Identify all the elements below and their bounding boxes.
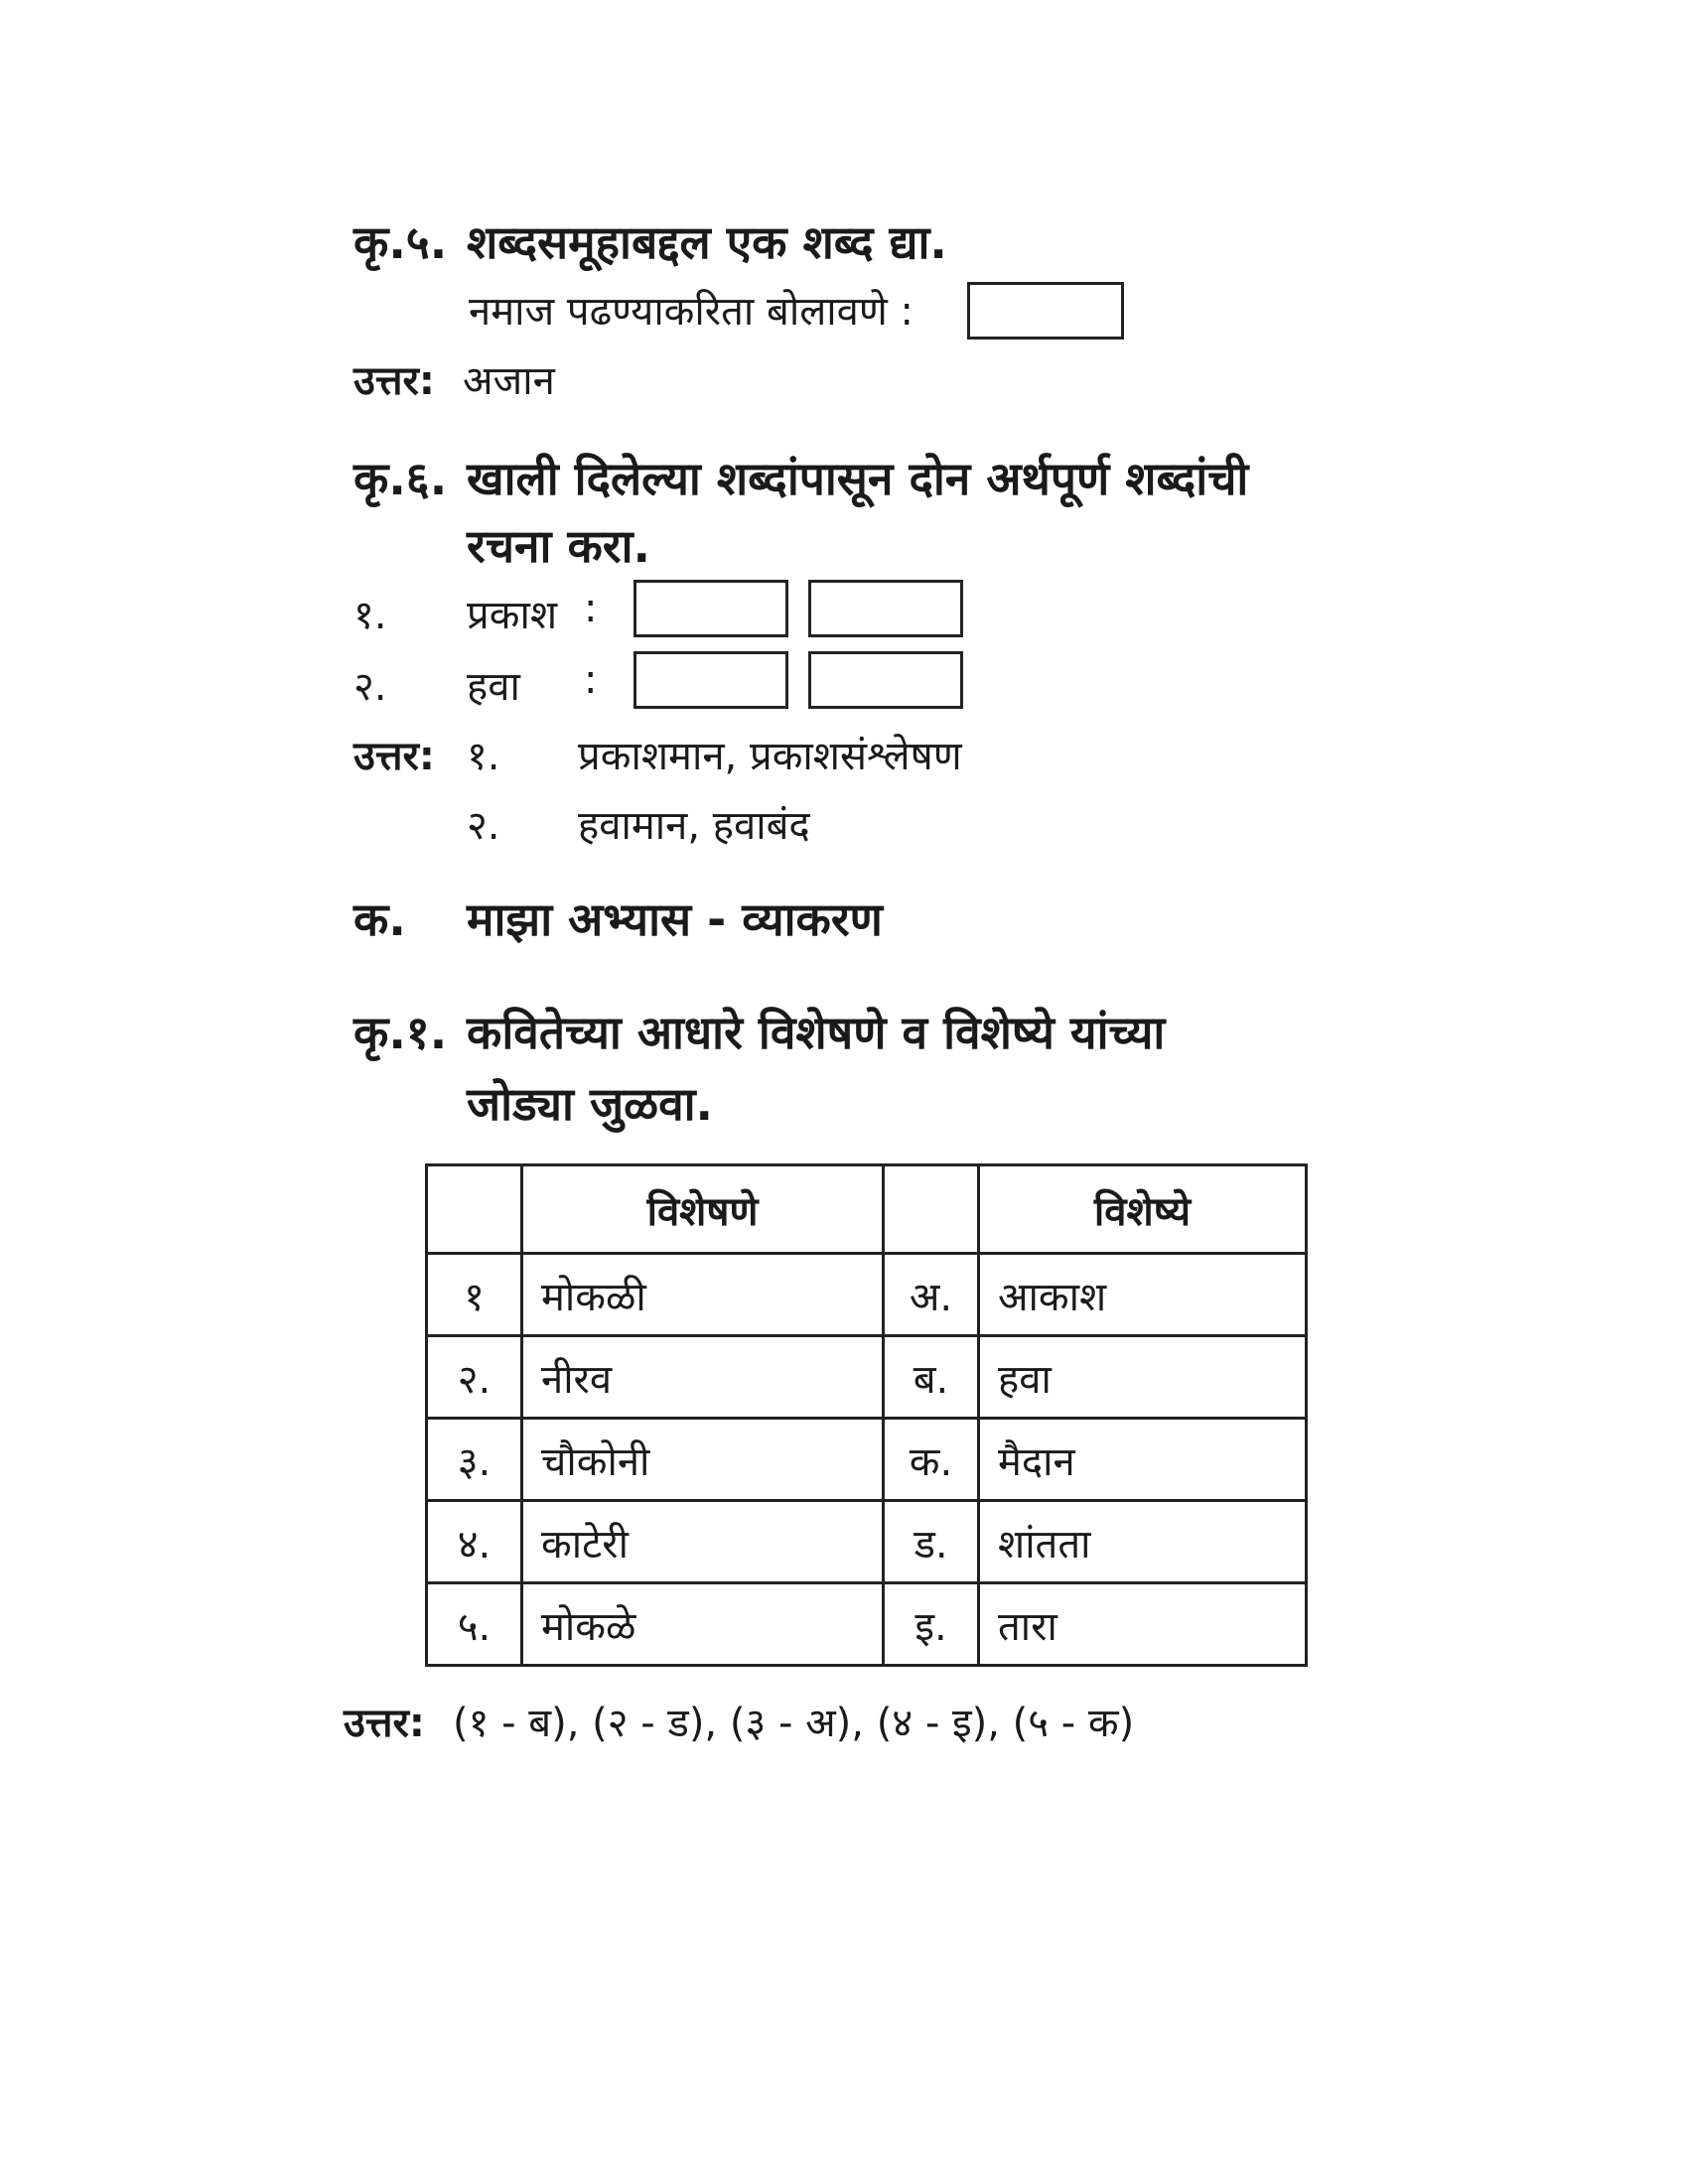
row-number: ५.: [427, 1583, 522, 1666]
noun-cell: आकाश: [979, 1254, 1307, 1336]
q6-answer-label: उत्तर:: [353, 734, 435, 779]
q6-item-2-box-2: [808, 651, 963, 709]
table-row: [427, 1419, 1307, 1501]
row-letter: अ.: [884, 1254, 979, 1336]
q6-title-line1: खाली दिलेल्या शब्दांपासून दोन अर्थपूर्ण शब्दांची: [467, 452, 1249, 505]
header-nouns: विशेष्ये: [979, 1165, 1307, 1254]
q1-answer-label: उत्तर:: [344, 1701, 425, 1746]
q1-number: कृ.१.: [353, 1006, 448, 1059]
table-row: [427, 1583, 1307, 1666]
q6-number: कृ.६.: [353, 452, 448, 505]
table-row: [427, 1336, 1307, 1419]
adjective-cell: चौकोनी: [522, 1419, 884, 1501]
table-row: [427, 1501, 1307, 1583]
adjective-cell: मोकळे: [522, 1583, 884, 1666]
row-letter: इ.: [884, 1583, 979, 1666]
q1-title-line1: कवितेच्या आधारे विशेषणे व विशेष्ये यांच्या: [467, 1006, 1166, 1059]
noun-cell: शांतता: [979, 1501, 1307, 1583]
q6-item-1-number: १.: [353, 593, 387, 638]
row-number: १: [427, 1254, 522, 1336]
row-number: ३.: [427, 1419, 522, 1501]
adjective-cell: काटेरी: [522, 1501, 884, 1583]
q6-item-1-word: प्रकाश: [467, 593, 558, 638]
header-adjectives: विशेषणे: [522, 1165, 884, 1254]
q6-answer-1-number: १.: [467, 734, 500, 779]
adjective-cell: मोकळी: [522, 1254, 884, 1336]
row-number: ४.: [427, 1501, 522, 1583]
q6-answer-1-text: प्रकाशमान, प्रकाशसंश्लेषण: [578, 734, 962, 779]
table-header-row: [427, 1165, 1307, 1254]
row-number: २.: [427, 1336, 522, 1419]
noun-cell: मैदान: [979, 1419, 1307, 1501]
q1-title-line2: जोड्या जुळवा.: [467, 1077, 714, 1131]
adjective-cell: नीरव: [522, 1336, 884, 1419]
q6-item-2-word: हवा: [467, 664, 520, 710]
q1-answer: (१ - ब), (२ - ड), (३ - अ), (४ - इ), (५ - क): [453, 1701, 1135, 1746]
q5-title: शब्दसमूहाबद्दल एक शब्द द्या.: [467, 215, 947, 269]
section-title: माझा अभ्यास - व्याकरण: [467, 892, 883, 946]
q6-title-line2: रचना करा.: [467, 519, 651, 573]
q6-item-1-box-2: [808, 580, 963, 637]
q6-answer-2-text: हवामान, हवाबंद: [578, 803, 810, 849]
q5-number: कृ.५.: [353, 215, 448, 269]
table-row: [427, 1254, 1307, 1336]
q6-item-2-box-1: [633, 651, 788, 709]
row-letter: क.: [884, 1419, 979, 1501]
q6-item-2-colon: :: [584, 657, 598, 703]
row-letter: ड.: [884, 1501, 979, 1583]
q5-prompt: नमाज पढण्याकरिता बोलावणे :: [469, 289, 914, 335]
header-letter-col: [884, 1165, 979, 1254]
q5-answer-box: [967, 282, 1124, 340]
q6-item-1-colon: :: [584, 586, 598, 631]
q5-answer-label: उत्तर:: [353, 358, 435, 404]
q6-item-2-number: २.: [353, 664, 387, 710]
noun-cell: हवा: [979, 1336, 1307, 1419]
matching-table: [425, 1163, 1308, 1667]
q5-answer: अजान: [463, 358, 555, 404]
row-letter: ब.: [884, 1336, 979, 1419]
noun-cell: तारा: [979, 1583, 1307, 1666]
header-number-col: [427, 1165, 522, 1254]
q6-answer-2-number: २.: [467, 803, 500, 849]
section-marker: क.: [353, 892, 406, 946]
q6-item-1-box-1: [633, 580, 788, 637]
